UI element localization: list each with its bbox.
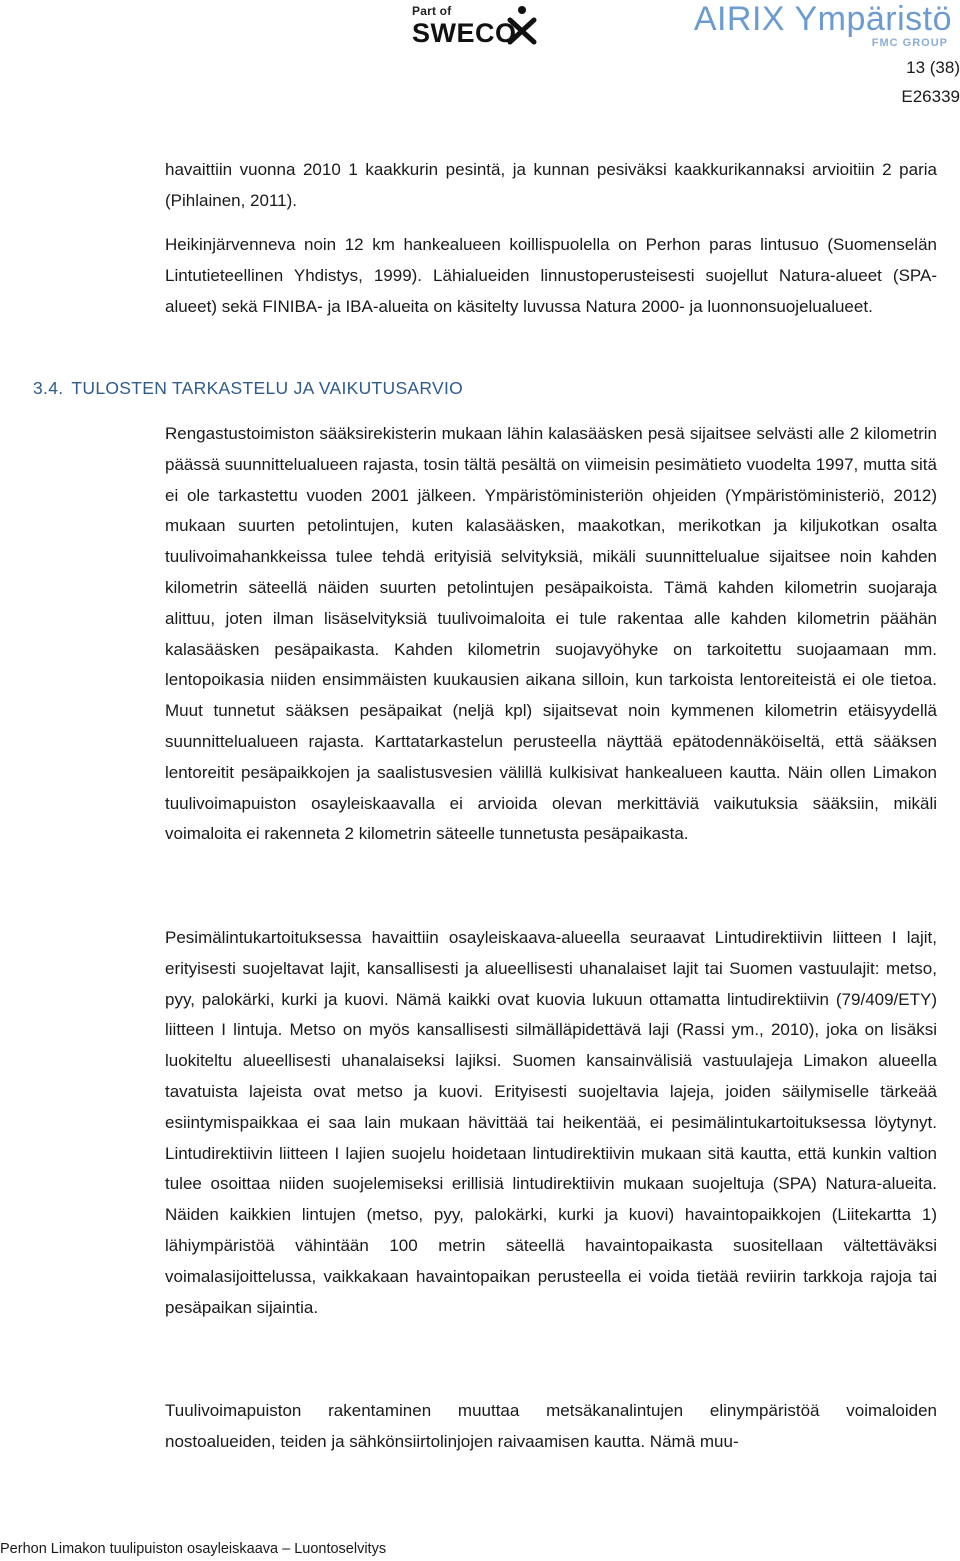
paragraph-5: Tuulivoimapuiston rakentaminen muuttaa metsäkanalintujen elinympäristöä voimaloiden nostoalueiden, teiden ja sähkönsiirtolinjojen raivaamisen kautta. Nämä muu- — [165, 1401, 937, 1451]
airix-name: AIRIX Ympäristö — [693, 0, 952, 38]
sweco-part-of-label: Part of — [412, 4, 452, 18]
sweco-name: SWECO — [412, 18, 517, 48]
paragraph-3: Rengastustoimiston sääksirekisterin mukaan lähin kalasääsken pesä sijaitsee selvästi alle 2 kilometrin päässä suunnittelualueen rajasta, tosin tältä pesältä on viimeisin pesimätieto vuodelta 1997, mutta sitä ei ole tarkastettu vuoden 2001 jälkeen. Ympäristöministeriön ohjeiden (Ympäristöministeriö, 2012) mukaan suurten petolintujen, kuten kalasääsken, maakotkan, merikotkan ja kiljukotkan osalta tuulivoimahankkeissa tulee tehdä erityisiä selvityksiä, mikäli suunnittelualue sijaitsee noin kahden kilometrin säteellä näiden suurten petolintujen pesäpaikoista. Tämä kahden kilometrin suojaraja alittuu, joten ilman lisäselvityksiä tuulivoimaloita ei tule rakentaa alle kahden kilometrin päähän kalasääsken pesäpaikasta. Kahden kilometrin suojavyöhyke on tarkoitettu suojaamaan mm. lentopoikasia niiden ensimmäisten kuukausien aikana silloin, kun tarkoista lentoreiteistä ei ole tietoa. Muut tunnetut sääksen pesäpaikat (neljä kpl) sijaitsevat noin kymmenen kilometrin etäisyydellä suunnittelualueen rajasta. Karttatarkastelun perusteella näyttää epätodennäköiseltä, että sääksen lentoreitit pesäpaikkojen ja saalistusvesien välillä kulkisivat hankealueen kautta. Näin ollen Limakon tuulivoimapuiston osayleiskaavalla ei arvioida olevan merkittäviä vaikutuksia sääksiin, mikäli voimaloita ei rakenneta 2 kilometrin säteelle tunnetusta pesäpaikasta. — [165, 424, 937, 844]
paragraph-1: havaittiin vuonna 2010 1 kaakkurin pesintä, ja kunnan pesiväksi kaakkurikannaksi arvioitiin 2 paria (Pihlainen, 2011). — [165, 160, 937, 210]
page-number: 13 (38) — [906, 58, 960, 77]
document-code: E26339 — [901, 87, 960, 106]
airix-logo — [658, 2, 958, 50]
paragraph-2: Heikinjärvenneva noin 12 km hankealueen koillispuolella on Perhon paras lintusuo (Suomenselän Lintutieteellinen Yhdistys, 1999). Lähialueiden linnustoperusteisesti suojellut Natura-alueet (SPA-alueet) sekä FINIBA- ja IBA-alueita on käsitelty luvussa Natura 2000- ja luonnonsuojelualueet. — [165, 235, 937, 316]
paragraph-4: Pesimälintukartoituksessa havaittiin osayleiskaava-alueella seuraavat Lintudirektiivin liitteen I lajit, erityisesti suojeltavat lajit, kansallisesti ja alueellisesti uhanalaiset lajit tai Suomen vastuulajit: metso, pyy, palokärki, kurki ja kuovi. Nämä kaikki ovat kuovia lukuun ottamatta lintudirektiivin (79/409/ETY) liitteen I lintuja. Metso on myös kansallisesti silmälläpidettävä laji (Rassi ym., 2010), joka on lisäksi luokiteltu alueellisesti uhanalaiseksi lajiksi. Suomen kansainvälisiä vastuulajeja Limakon alueella tavatuista lajeista ovat metso ja kuovi. Erityisesti suojeltavia lajeja, joiden säilymiselle tärkeää esiintymispaikkaa ei saa lain mukaan hävittää tai heikentää, ei pesimälintukartoituksessa löytynyt. Lintudirektiivin liitteen I lajien suojelu hoidetaan lintudirektiivin mukaan sitä kautta, että kunkin valtion tulee osoittaa niiden suojelemiseksi erillisiä lintudirektiivin mukaan suojeltuja (SPA) Natura-alueita. Näiden kaikkien lintujen (metso, pyy, palokärki, kurki ja kuovi) havaintopaikkojen (Liitekartta 1) lähiympäristöä vähintään 100 metrin säteellä havaintopaikasta suositellaan vältettäväksi voimalasijoittelussa, vaikkakaan havaintopaikan perusteella ei voida tietää reviirin tarkkoja rajoja tai pesäpaikan sijaintia. — [165, 928, 937, 1317]
airix-subtitle: FMC GROUP — [871, 37, 948, 49]
sweco-logo — [412, 4, 542, 46]
sweco-mark-icon — [506, 4, 538, 46]
section-number: 3.4. — [33, 378, 64, 398]
section-heading — [33, 378, 463, 399]
page-footer: Perhon Limakon tuulipuiston osayleiskaava – Luontoselvitys — [0, 1541, 387, 1557]
section-title: TULOSTEN TARKASTELU JA VAIKUTUSARVIO — [71, 378, 464, 398]
